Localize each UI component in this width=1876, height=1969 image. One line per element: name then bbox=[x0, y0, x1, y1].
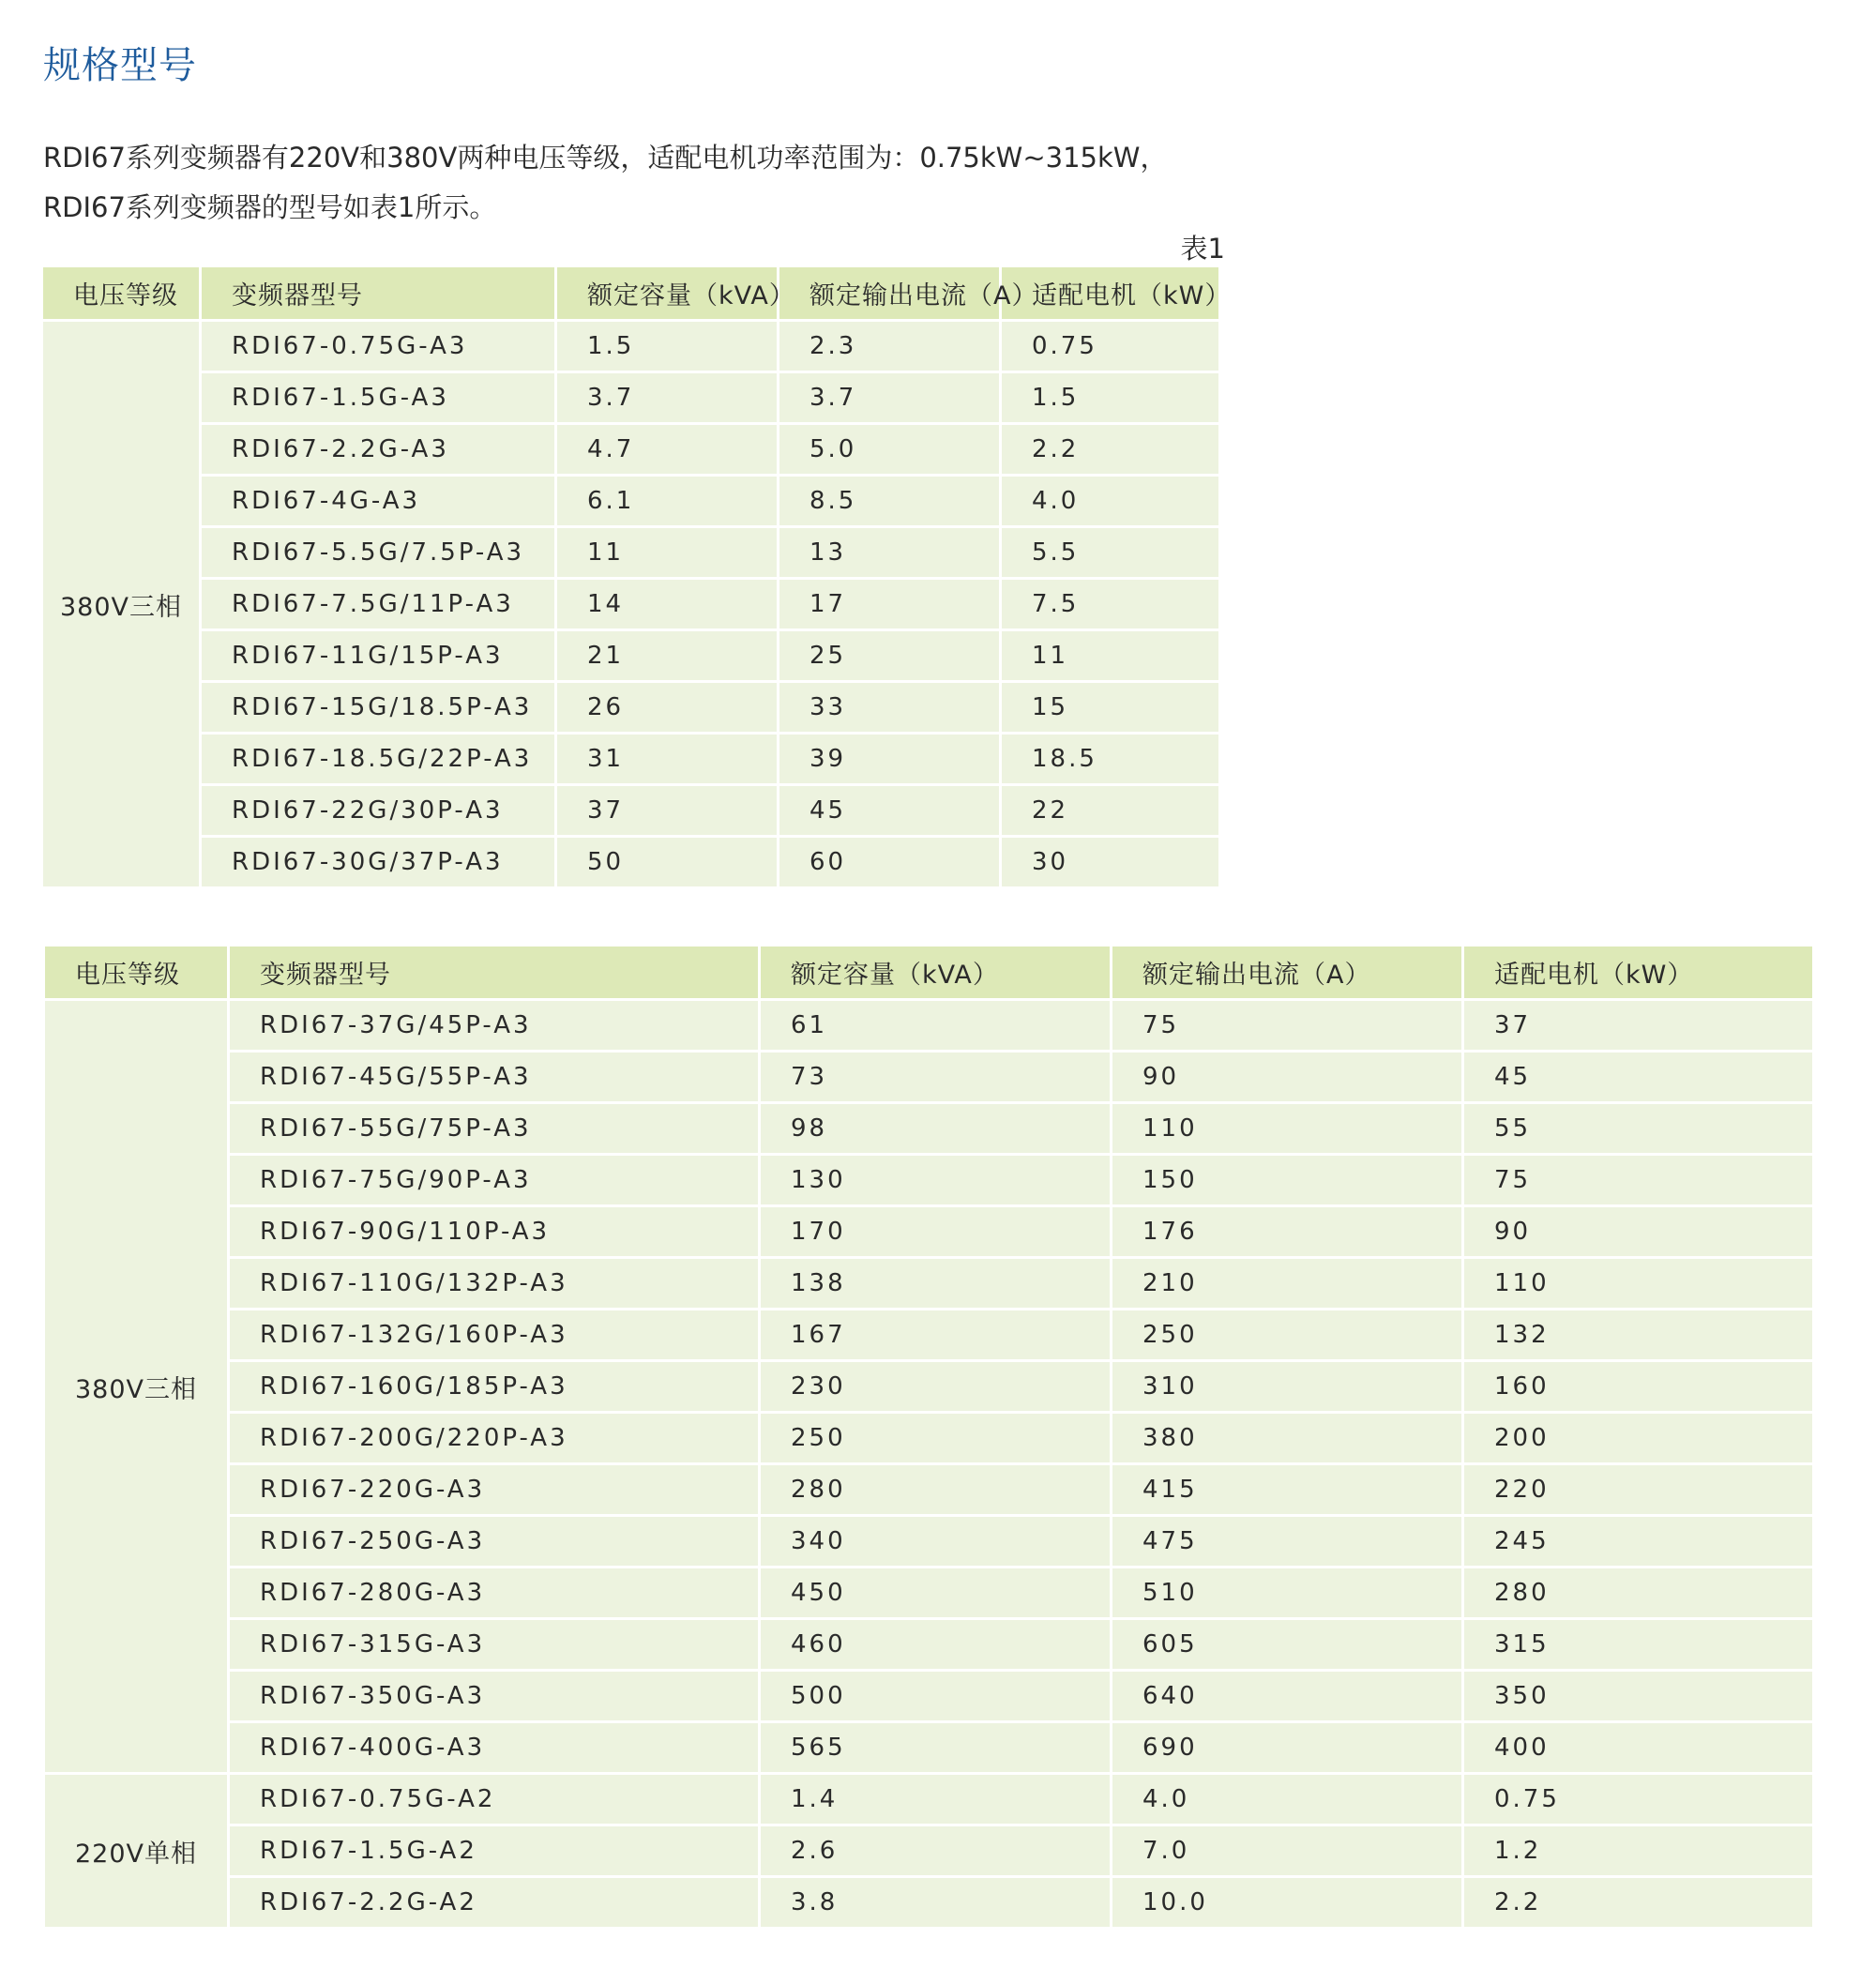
model-cell: RDI67-1.5G-A2 bbox=[230, 1824, 761, 1875]
table-row bbox=[43, 474, 1218, 525]
table-row bbox=[45, 1875, 1812, 1927]
model-cell: RDI67-0.75G-A2 bbox=[230, 1772, 761, 1824]
motor-cell: 245 bbox=[1464, 1514, 1812, 1566]
spec-table-2 bbox=[45, 947, 1812, 1927]
voltage-group-cell: 220V单相 bbox=[45, 1772, 230, 1927]
table-row bbox=[43, 319, 1218, 371]
current-cell: 5.0 bbox=[779, 422, 1002, 474]
motor-cell: 90 bbox=[1464, 1204, 1812, 1256]
table-row bbox=[43, 422, 1218, 474]
current-cell: 380 bbox=[1112, 1411, 1464, 1462]
model-cell: RDI67-220G-A3 bbox=[230, 1462, 761, 1514]
motor-cell: 45 bbox=[1464, 1050, 1812, 1101]
motor-cell: 350 bbox=[1464, 1669, 1812, 1720]
current-cell: 640 bbox=[1112, 1669, 1464, 1720]
capacity-cell: 31 bbox=[557, 732, 779, 783]
model-cell: RDI67-7.5G/11P-A3 bbox=[202, 577, 557, 629]
capacity-cell: 14 bbox=[557, 577, 779, 629]
current-cell: 7.0 bbox=[1112, 1824, 1464, 1875]
capacity-cell: 98 bbox=[761, 1101, 1112, 1153]
table-row bbox=[45, 1566, 1812, 1617]
column-header: 额定输出电流（A） bbox=[1112, 947, 1464, 998]
page-title: 规格型号 bbox=[43, 44, 197, 87]
capacity-cell: 280 bbox=[761, 1462, 1112, 1514]
motor-cell: 30 bbox=[1002, 835, 1218, 886]
motor-cell: 4.0 bbox=[1002, 474, 1218, 525]
current-cell: 250 bbox=[1112, 1308, 1464, 1359]
current-cell: 8.5 bbox=[779, 474, 1002, 525]
model-cell: RDI67-18.5G/22P-A3 bbox=[202, 732, 557, 783]
capacity-cell: 50 bbox=[557, 835, 779, 886]
model-cell: RDI67-350G-A3 bbox=[230, 1669, 761, 1720]
motor-cell: 75 bbox=[1464, 1153, 1812, 1204]
voltage-group-cell: 380V三相 bbox=[43, 319, 202, 886]
current-cell: 17 bbox=[779, 577, 1002, 629]
table-row bbox=[45, 1617, 1812, 1669]
model-cell: RDI67-1.5G-A3 bbox=[202, 371, 557, 422]
table-row bbox=[45, 1772, 1812, 1824]
table-row bbox=[45, 1204, 1812, 1256]
capacity-cell: 1.5 bbox=[557, 319, 779, 371]
table-row bbox=[43, 783, 1218, 835]
table-row bbox=[43, 732, 1218, 783]
motor-cell: 0.75 bbox=[1002, 319, 1218, 371]
capacity-cell: 500 bbox=[761, 1669, 1112, 1720]
table-row bbox=[45, 998, 1812, 1050]
model-cell: RDI67-110G/132P-A3 bbox=[230, 1256, 761, 1308]
capacity-cell: 138 bbox=[761, 1256, 1112, 1308]
capacity-cell: 2.6 bbox=[761, 1824, 1112, 1875]
capacity-cell: 4.7 bbox=[557, 422, 779, 474]
model-cell: RDI67-15G/18.5P-A3 bbox=[202, 680, 557, 732]
intro-text bbox=[43, 133, 1244, 233]
intro-line-1: RDI67系列变频器有220V和380V两种电压等级，适配电机功率范围为：0.75kW~315kW， bbox=[43, 142, 1168, 174]
column-header: 变频器型号 bbox=[202, 267, 557, 319]
model-cell: RDI67-11G/15P-A3 bbox=[202, 629, 557, 680]
voltage-group-cell: 380V三相 bbox=[45, 998, 230, 1772]
column-header: 适配电机（kW） bbox=[1002, 267, 1218, 319]
table-row bbox=[45, 1308, 1812, 1359]
capacity-cell: 21 bbox=[557, 629, 779, 680]
table-row bbox=[45, 1514, 1812, 1566]
table-row bbox=[45, 1101, 1812, 1153]
current-cell: 45 bbox=[779, 783, 1002, 835]
current-cell: 210 bbox=[1112, 1256, 1464, 1308]
motor-cell: 22 bbox=[1002, 783, 1218, 835]
motor-cell: 7.5 bbox=[1002, 577, 1218, 629]
current-cell: 4.0 bbox=[1112, 1772, 1464, 1824]
model-cell: RDI67-5.5G/7.5P-A3 bbox=[202, 525, 557, 577]
current-cell: 13 bbox=[779, 525, 1002, 577]
model-cell: RDI67-90G/110P-A3 bbox=[230, 1204, 761, 1256]
capacity-cell: 6.1 bbox=[557, 474, 779, 525]
table-header-row bbox=[45, 947, 1812, 998]
current-cell: 39 bbox=[779, 732, 1002, 783]
capacity-cell: 37 bbox=[557, 783, 779, 835]
table-row bbox=[45, 1462, 1812, 1514]
current-cell: 690 bbox=[1112, 1720, 1464, 1772]
table-row bbox=[43, 680, 1218, 732]
table-row bbox=[43, 629, 1218, 680]
current-cell: 605 bbox=[1112, 1617, 1464, 1669]
column-header: 变频器型号 bbox=[230, 947, 761, 998]
model-cell: RDI67-2.2G-A2 bbox=[230, 1875, 761, 1927]
spec-table-1 bbox=[43, 267, 1232, 886]
current-cell: 310 bbox=[1112, 1359, 1464, 1411]
capacity-cell: 340 bbox=[761, 1514, 1112, 1566]
motor-cell: 110 bbox=[1464, 1256, 1812, 1308]
table-row bbox=[43, 371, 1218, 422]
column-header: 电压等级 bbox=[45, 947, 230, 998]
motor-cell: 160 bbox=[1464, 1359, 1812, 1411]
current-cell: 475 bbox=[1112, 1514, 1464, 1566]
capacity-cell: 450 bbox=[761, 1566, 1112, 1617]
capacity-cell: 1.4 bbox=[761, 1772, 1112, 1824]
current-cell: 60 bbox=[779, 835, 1002, 886]
current-cell: 510 bbox=[1112, 1566, 1464, 1617]
motor-cell: 55 bbox=[1464, 1101, 1812, 1153]
model-cell: RDI67-250G-A3 bbox=[230, 1514, 761, 1566]
model-cell: RDI67-22G/30P-A3 bbox=[202, 783, 557, 835]
column-header: 额定容量（kVA） bbox=[557, 267, 779, 319]
column-header: 适配电机（kW） bbox=[1464, 947, 1812, 998]
table-row bbox=[45, 1153, 1812, 1204]
motor-cell: 5.5 bbox=[1002, 525, 1218, 577]
model-cell: RDI67-132G/160P-A3 bbox=[230, 1308, 761, 1359]
motor-cell: 37 bbox=[1464, 998, 1812, 1050]
model-cell: RDI67-75G/90P-A3 bbox=[230, 1153, 761, 1204]
motor-cell: 1.2 bbox=[1464, 1824, 1812, 1875]
motor-cell: 400 bbox=[1464, 1720, 1812, 1772]
current-cell: 150 bbox=[1112, 1153, 1464, 1204]
capacity-cell: 565 bbox=[761, 1720, 1112, 1772]
current-cell: 33 bbox=[779, 680, 1002, 732]
model-cell: RDI67-4G-A3 bbox=[202, 474, 557, 525]
column-header: 电压等级 bbox=[43, 267, 202, 319]
model-cell: RDI67-37G/45P-A3 bbox=[230, 998, 761, 1050]
motor-cell: 18.5 bbox=[1002, 732, 1218, 783]
motor-cell: 200 bbox=[1464, 1411, 1812, 1462]
capacity-cell: 3.8 bbox=[761, 1875, 1112, 1927]
table-row bbox=[45, 1359, 1812, 1411]
motor-cell: 2.2 bbox=[1464, 1875, 1812, 1927]
current-cell: 10.0 bbox=[1112, 1875, 1464, 1927]
capacity-cell: 170 bbox=[761, 1204, 1112, 1256]
capacity-cell: 3.7 bbox=[557, 371, 779, 422]
model-cell: RDI67-30G/37P-A3 bbox=[202, 835, 557, 886]
table-row bbox=[43, 525, 1218, 577]
current-cell: 110 bbox=[1112, 1101, 1464, 1153]
current-cell: 90 bbox=[1112, 1050, 1464, 1101]
table-row bbox=[45, 1720, 1812, 1772]
current-cell: 75 bbox=[1112, 998, 1464, 1050]
motor-cell: 15 bbox=[1002, 680, 1218, 732]
table-row bbox=[45, 1669, 1812, 1720]
model-cell: RDI67-400G-A3 bbox=[230, 1720, 761, 1772]
model-cell: RDI67-2.2G-A3 bbox=[202, 422, 557, 474]
motor-cell: 132 bbox=[1464, 1308, 1812, 1359]
table-row bbox=[45, 1256, 1812, 1308]
model-cell: RDI67-315G-A3 bbox=[230, 1617, 761, 1669]
capacity-cell: 61 bbox=[761, 998, 1112, 1050]
capacity-cell: 460 bbox=[761, 1617, 1112, 1669]
capacity-cell: 73 bbox=[761, 1050, 1112, 1101]
model-cell: RDI67-0.75G-A3 bbox=[202, 319, 557, 371]
capacity-cell: 130 bbox=[761, 1153, 1112, 1204]
table-row bbox=[45, 1050, 1812, 1101]
capacity-cell: 250 bbox=[761, 1411, 1112, 1462]
motor-cell: 0.75 bbox=[1464, 1772, 1812, 1824]
table-row bbox=[43, 577, 1218, 629]
column-header: 额定输出电流（A） bbox=[779, 267, 1002, 319]
current-cell: 415 bbox=[1112, 1462, 1464, 1514]
table-header-row bbox=[43, 267, 1218, 319]
motor-cell: 280 bbox=[1464, 1566, 1812, 1617]
current-cell: 176 bbox=[1112, 1204, 1464, 1256]
current-cell: 25 bbox=[779, 629, 1002, 680]
intro-line-2: RDI67系列变频器的型号如表1所示。 bbox=[43, 191, 497, 223]
model-cell: RDI67-280G-A3 bbox=[230, 1566, 761, 1617]
model-cell: RDI67-55G/75P-A3 bbox=[230, 1101, 761, 1153]
motor-cell: 2.2 bbox=[1002, 422, 1218, 474]
motor-cell: 1.5 bbox=[1002, 371, 1218, 422]
capacity-cell: 167 bbox=[761, 1308, 1112, 1359]
capacity-cell: 26 bbox=[557, 680, 779, 732]
motor-cell: 11 bbox=[1002, 629, 1218, 680]
model-cell: RDI67-45G/55P-A3 bbox=[230, 1050, 761, 1101]
capacity-cell: 11 bbox=[557, 525, 779, 577]
table-row bbox=[45, 1824, 1812, 1875]
column-header: 额定容量（kVA） bbox=[761, 947, 1112, 998]
current-cell: 2.3 bbox=[779, 319, 1002, 371]
capacity-cell: 230 bbox=[761, 1359, 1112, 1411]
model-cell: RDI67-200G/220P-A3 bbox=[230, 1411, 761, 1462]
motor-cell: 315 bbox=[1464, 1617, 1812, 1669]
table-row bbox=[43, 835, 1218, 886]
current-cell: 3.7 bbox=[779, 371, 1002, 422]
model-cell: RDI67-160G/185P-A3 bbox=[230, 1359, 761, 1411]
table-1-caption: 表1 bbox=[1180, 233, 1225, 265]
motor-cell: 220 bbox=[1464, 1462, 1812, 1514]
table-row bbox=[45, 1411, 1812, 1462]
